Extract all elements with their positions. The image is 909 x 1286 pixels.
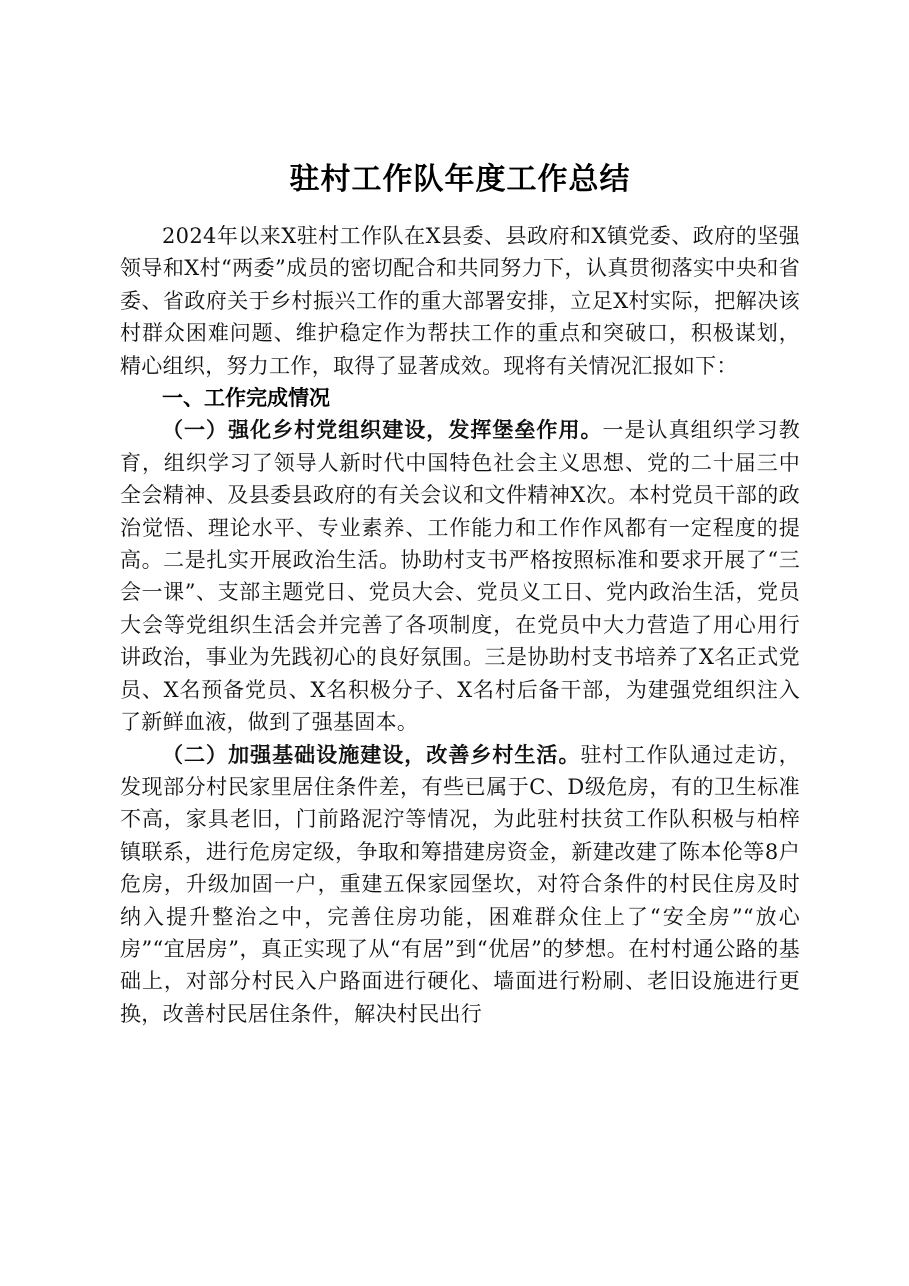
document-body <box>120 150 800 1030</box>
intro-paragraph: 2024年以来X驻村工作队在X县委、县政府和X镇党委、政府的坚强领导和X村“两委”成员的密切配合和共同努力下，认真贯彻落实中央和省委、省政府关于乡村振兴工作的重大部署安排，立足X村实际，把解决该村群众困难问题、维护稳定作为帮扶工作的重点和突破口，积极谋划，精心组织，努力工作，取得了显著成效。现将有关情况汇报如下： <box>120 224 800 378</box>
document-title: 驻村工作队年度工作总结 <box>289 162 631 197</box>
item-2-lead: （二）加强基础设施建设，改善乡村生活。 <box>162 742 581 767</box>
item-1-text: 一是认真组织学习教育，组织学习了领导人新时代中国特色社会主义思想、党的二十届三中全会精神、及县委县政府的有关会议和文件精神X次。本村党员干部的政治觉悟、理论水平、专业素养、工作能力和工作作风都有一定程度的提高。二是扎实开展政治生活。协助村支书严格按照标准和要求开展了“三会一课”、支部主题党日、党员大会、党员义工日、党内政治生活，党员大会等党组织生活会并完善了各项制度，在党员中大力营造了用心用行讲政治，事业为先践初心的良好氛围。三是协助村支书培养了X名正式党员、X名预备党员、X名积极分子、X名村后备干部，为建强党组织注入了新鲜血液，做到了强基固本。 <box>120 418 800 735</box>
item-1-paragraph <box>120 414 800 738</box>
item-2-text: 驻村工作队通过走访，发现部分村民家里居住条件差，有些已属于C、D级危房，有的卫生标准不高，家具老旧，门前路泥泞等情况，为此驻村扶贫工作队积极与柏梓镇联系，进行危房定级，争取和筹措建房资金，新建改建了陈本伦等8户危房，升级加固一户，重建五保家园堡坎，对符合条件的村民住房及时纳入提升整治之中，完善住房功能，困难群众住上了“安全房”“放心房”“宜居房”，真正实现了从“有居”到“优居”的梦想。在村村通公路的基础上，对部分村民入户路面进行硬化、墙面进行粉刷、老旧设施进行更换，改善村民居住条件，解决村民出行 <box>120 742 801 1026</box>
section-heading-1: 一、工作完成情况 <box>162 386 330 411</box>
item-1-lead: （一）强化乡村党组织建设，发挥堡垒作用。 <box>162 418 603 443</box>
item-2-paragraph <box>120 739 800 1031</box>
